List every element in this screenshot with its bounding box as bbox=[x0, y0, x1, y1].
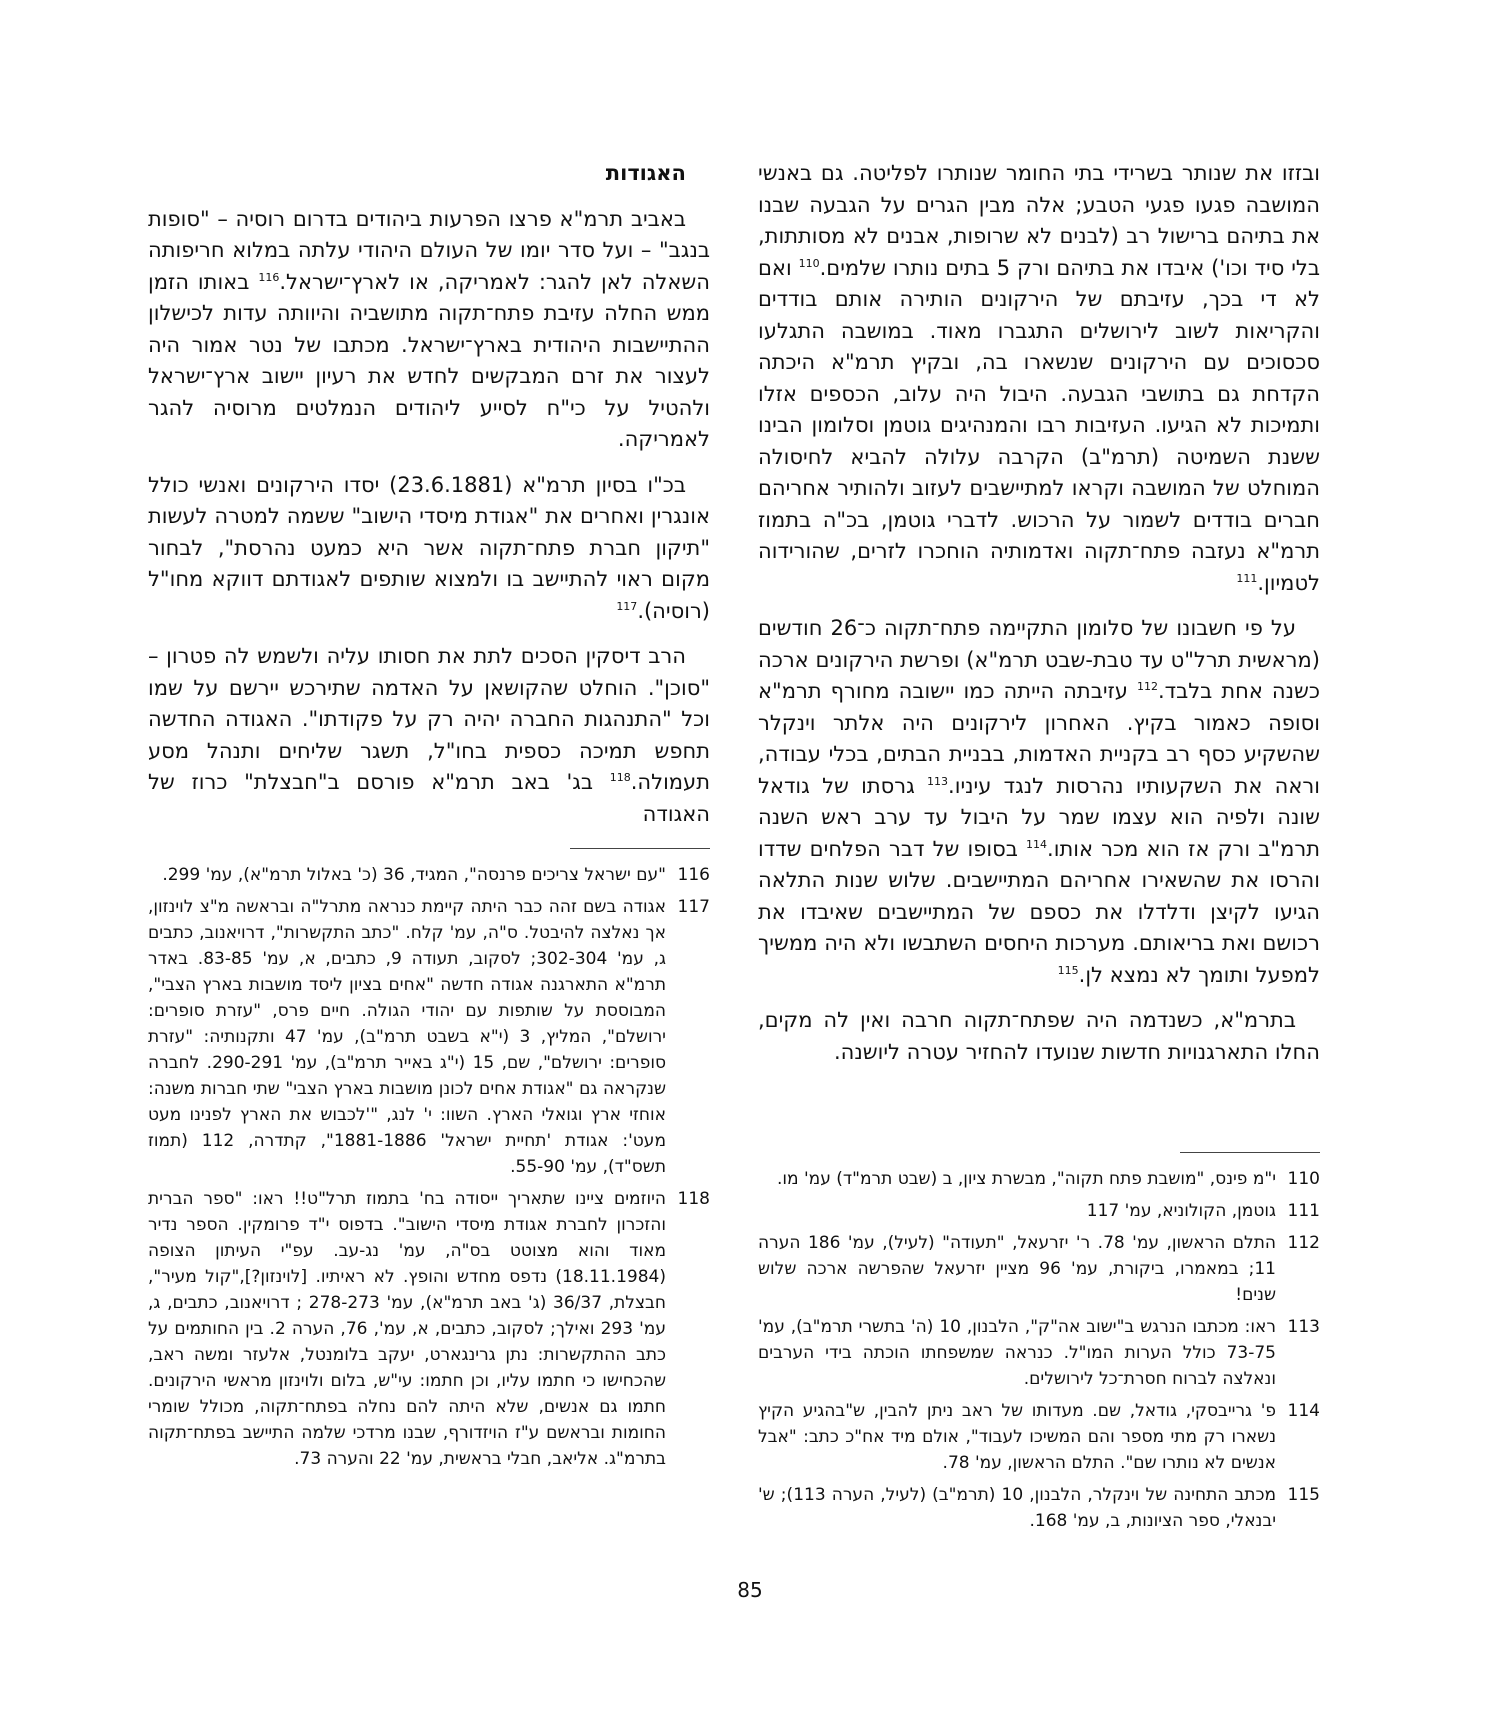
footnote-number: 115 bbox=[1287, 1485, 1320, 1505]
footnote bbox=[148, 862, 710, 888]
footnote-ref[interactable]: 115 bbox=[1057, 963, 1079, 977]
paragraph: באביב תרמ"א פרצו הפרעות ביהודים בדרום רוסיה – "סופות בנגב" – ועל סדר יומו של העולם היהודי עלתה במלוא חריפותה השאלה לאן להגר: לאמריקה, או לארץ־ישראל.$^{116}$ באותו הזמן ממש החלה עזיבת פתח־תקוה מתושביה והיוותה עדות לכישלון ההתיישבות היהודית בארץ־ישראל. מכתבו של נטר אמור היה לעצור את זרם המבקשים לחדש את רעיון יישוב ארץ־ישראל ולהטיל על כי"ח לסייע ליהודים הנמלטים מרוסיה להגר לאמריקה. bbox=[148, 206, 710, 451]
footnote-number: 114 bbox=[1287, 1401, 1320, 1421]
footnote-text: מכתב התחינה של וינקלר, הלבנון, 10 (תרמ"ב) (לעיל, הערה 113); ש' יבנאלי, ספר הציונות, ב, עמ' 168. bbox=[758, 1485, 1276, 1531]
footnote-text: ראו: מכתבו הנרגש ב"ישוב אה"ק", הלבנון, 10 (ה' בתשרי תרמ"ב), עמ' 73-75 כולל הערות המו"ל. כנראה שמשפחתו הוכתה בידי הערבים ונאלצה לברוח חסרת־כל לירושלים. bbox=[758, 1317, 1276, 1389]
paragraph: בתרמ"א, כשנדמה היה שפתח־תקוה חרבה ואין לה מקים, החלו התארגנויות חדשות שנועדו להחזיר עטרה ליושנה. bbox=[758, 1008, 1320, 1064]
footnote-text: פ' גרייבסקי, גודאל, שם. מעדותו של ראב ניתן להבין, ש"בהגיע הקיץ נשארו רק מתי מספר והם המשיכו לעבוד", אולם מיד אח"כ כתב: "אבל אנשים לא נותרו שם". התלם הראשון, עמ' 78. bbox=[758, 1401, 1276, 1473]
left-text-column bbox=[148, 158, 710, 844]
footnote bbox=[758, 1198, 1320, 1224]
footnote bbox=[148, 894, 710, 1180]
paragraph: הרב דיסקין הסכים לתת את חסותו עליה ולשמש לה פטרון – "סוכן". הוחלט שהקושאן על האדמה שתירכש יירשם על שמו וכל "התנהגות החברה יהיה רק על פקודתו". האגודה החדשה תחפש תמיכה כספית בחו"ל, תשגר שליחים ותנהל מסע תעמולה.$^{118}$ בג' באב תרמ"א פורסם ב"חבצלת" כרוז של האגודה bbox=[148, 644, 710, 826]
footnote-ref[interactable]: 117 bbox=[616, 599, 638, 613]
footnote-divider-left bbox=[570, 848, 710, 849]
footnote-ref[interactable]: 111 bbox=[1236, 571, 1258, 585]
footnotes-right bbox=[758, 1166, 1320, 1540]
paragraph: ובזזו את שנותר בשרידי בתי החומר שנותרו לפליטה. גם באנשי המושבה פגעו פגעי הטבע; אלה מבין הגרים על הגבעה שבנו את בתיהם ברישול רב (לבנים לא שרופות, אבנים לא מסותתות, בלי סיד וכו') איבדו את בתיהם ורק 5 בתים נותרו שלמים.$^{110}$ ואם לא די בכך, עזיבתם של הירקונים הותירה אותם בודדים והקריאות לשוב לירושלים התגברו מאוד. במושבה התגלעו סכסוכים עם הירקונים שנשארו בה, ובקיץ תרמ"א היכתה הקדחת גם בתושבי הגבעה. היבול היה עלוב, הכספים אזלו ותמיכות לא הגיעו. העזיבות רבו והמנהיגים גוטמן וסלומון הבינו ששנת השמיטה (תרמ"ב) הקרבה עלולה להביא לחיסולה המוחלט של המושבה וקראו למתיישבים לעזוב ולהותיר אחריהם חברים בודדים לשמור על הרכוש. לדברי גוטמן, בכ"ה בתמוז תרמ"א נעזבה פתח־תקוה ואדמותיה הוחכרו לזרים, שהורידוה לטמיון.$^{111}$ bbox=[758, 161, 1320, 595]
footnote-ref[interactable]: 118 bbox=[609, 771, 631, 784]
footnote-number: 112 bbox=[1287, 1233, 1320, 1253]
footnote bbox=[148, 1186, 710, 1472]
footnote-number: 110 bbox=[1287, 1169, 1320, 1189]
footnote-text: התלם הראשון, עמ' 78. ר' יזרעאל, "תעודה" (לעיל), עמ' 186 הערה 11; במאמרו, ביקורת, עמ' 96 מציין יזרעאל שהפרשה ארכה שלוש שנים! bbox=[758, 1233, 1277, 1305]
footnote-ref[interactable]: 114 bbox=[1026, 837, 1048, 851]
footnote-number: 117 bbox=[677, 897, 710, 917]
footnote-ref[interactable]: 110 bbox=[798, 256, 820, 270]
right-text-column bbox=[758, 158, 1320, 1082]
footnote-number: 118 bbox=[677, 1189, 710, 1209]
footnote bbox=[758, 1166, 1320, 1192]
footnotes-left bbox=[148, 862, 710, 1478]
paragraph: בכ"ו בסיון תרמ"א (23.6.1881) יסדו הירקונים ואנשי כולל אונגרין ואחרים את "אגודת מיסדי הישוב" ששמה למטרה לעשות "תיקון חברת פתח־תקוה אשר היא כמעט נהרסת", לבחור מקום ראוי להתיישב בו ולמצוא שותפים לאגודתם דווקא מחו"ל (רוסיה).$^{117}$ bbox=[148, 472, 710, 623]
footnote-ref[interactable]: 112 bbox=[1136, 680, 1158, 693]
footnote-number: 116 bbox=[677, 865, 710, 885]
section-heading: האגודות bbox=[605, 161, 686, 185]
footnote-ref[interactable]: 113 bbox=[927, 774, 949, 788]
footnote-number: 113 bbox=[1287, 1317, 1320, 1337]
footnote-text: היוזמים ציינו שתאריך ייסודה בח' בתמוז תרל"ט!! ראו: "ספר הברית והזכרון לחברת אגודת מיסדי הישוב". בדפוס י"ד פרומקין. הספר נדיר מאוד והוא מצוטט בס"ה, עמ' נג-עב. עפ"י העיתון הצופה (18.11.1984) נדפס מחדש והופץ. לא ראיתיו. [לוינזון?],"קול מעיר", חבצלת, 36/37 (ג' באב תרמ"א), עמ' 278-273 ; דרויאנוב, כתבים, ג, עמ' 293 ואילך; לסקוב, כתבים, א, עמ', 76, הערה 2. בין החותמים על כתב ההתקשרות: נתן גרינגארט, יעקב בלומנטל, אלעזר ומשה ראב, שהכחישו כי חתמו עליו, וכן חתמו: עי"ש, בלום ולוינזון מראשי הירקונים. חתמו גם אנשים, שלא היתה להם נחלה בפתח־תקוה, מכולל שומרי החומות ובראשם ע"ז הויזדורף, שבנו מרדכי שלמה התיישב בפתח־תקוה בתרמ"ג. אליאב, חבלי בראשית, עמ' 22 והערה 73. bbox=[148, 1189, 666, 1469]
footnote bbox=[758, 1398, 1320, 1476]
footnote-number: 111 bbox=[1287, 1201, 1320, 1221]
footnote bbox=[758, 1314, 1320, 1392]
footnote-text: "עם ישראל צריכים פרנסה", המגיד, 36 (כ' באלול תרמ"א), עמ' 299. bbox=[162, 865, 666, 885]
footnote bbox=[758, 1482, 1320, 1534]
footnote bbox=[758, 1230, 1320, 1308]
paragraph: על פי חשבונו של סלומון התקיימה פתח־תקוה כ־26 חודשים (מראשית תרל"ט עד טבת-שבט תרמ"א) ופרשת הירקונים ארכה כשנה אחת בלבד.$^{112}$ עזיבתה הייתה כמו יישובה מחורף תרמ"א וסופה כאמור בקיץ. האחרון לירקונים היה אלתר וינקלר שהשקיע כסף רב בקניית האדמות, בבניית הבתים, בכלי עבודה, וראה את השקעותיו נהרסות לנגד עיניו.$^{113}$ גרסתו של גודאל שונה ולפיה הוא עצמו שמר על היבול עד ערב ראש השנה תרמ"ב ורק אז הוא מכר אותו.$^{114}$ בסופו של דבר הפלחים שדדו והרסו את שהשאירו אחריהם המתיישבים. שלוש שנות התלאה הגיעו לקיצן ודלדלו את כספם של המתיישבים שאיבדו את רכושם ואת בריאותם. מערכות היחסים השתבשו ולא היה ממשיך למפעל ותומך לא נמצא לן.$^{115}$ bbox=[758, 616, 1320, 987]
footnote-text: אגודה בשם זהה כבר היתה קיימת כנראה מתרל"ה ובראשה מ"צ לוינזון, אך נאלצה להיבטל. ס"ה, עמ' קלח. "כתב התקשרות", דרויאנוב, כתבים ג, עמ' 302-304; לסקוב, תעודה 9, כתבים, א, עמ' 83-85. באדר תרמ"א התארגנה אגודה חדשה "אחים בציון ליסד מושבות בארץ הצבי", המבוססת על שותפות עם יהודי הגולה. חיים פרס, "עזרת סופרים: ירושלם", המליץ, 3 (י"א בשבט תרמ"ב), עמ' 47 ותקנותיה: "עזרת סופרים: ירושלם", שם, 15 (י"ג באייר תרמ"ב), עמ' 290-291. לחברה שנקראה גם "אגודת אחים לכונן מושבות בארץ הצבי" שתי חברות משנה: אוחזי ארץ וגואלי הארץ. השוו: י' לנג, "'לכבוש את הארץ לפנינו מעט מעט': אגודת 'תחיית ישראל' 1881-1886", קתדרה, 112 (תמוז תשס"ד), עמ' 55-90. bbox=[148, 897, 667, 1177]
footnote-text: י"מ פינס, "מושבת פתח תקוה", מבשרת ציון, ב (שבט תרמ"ד) עמ' מו. bbox=[777, 1169, 1276, 1189]
footnote-ref[interactable]: 116 bbox=[258, 270, 280, 284]
footnote-text: גוטמן, הקולוניא, עמ' 117 bbox=[1086, 1201, 1276, 1221]
footnote-divider-right bbox=[1180, 1152, 1320, 1153]
page-number: 85 bbox=[737, 1578, 763, 1602]
